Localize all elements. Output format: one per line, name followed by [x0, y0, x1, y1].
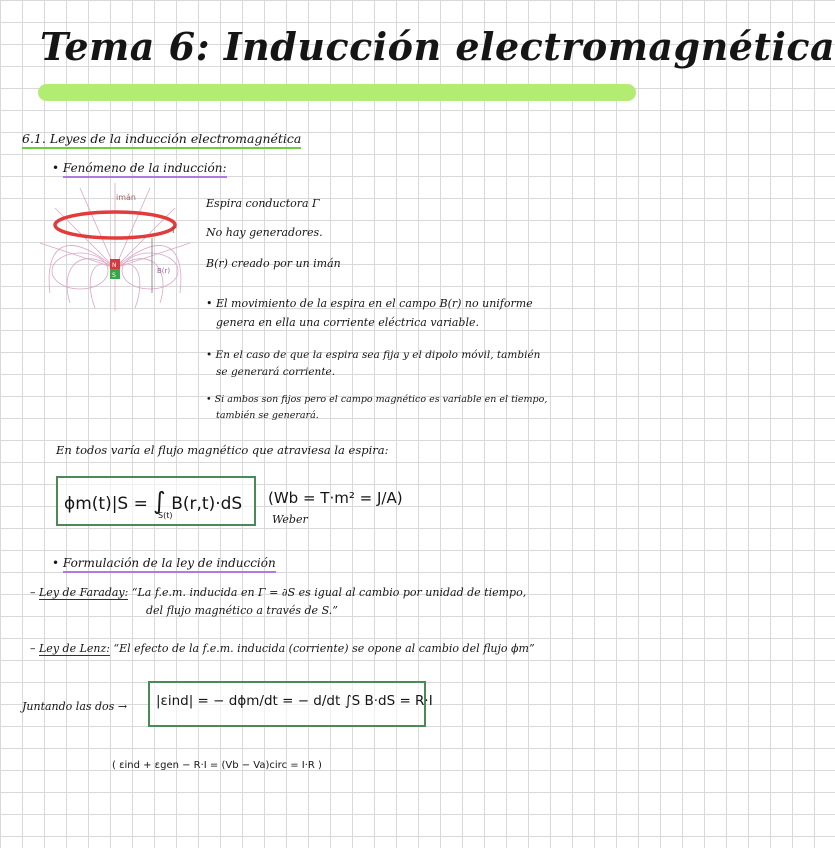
flux-eq: =: [133, 494, 148, 514]
label-s: S: [112, 272, 116, 279]
bullet-dot-2: •: [52, 556, 63, 570]
faraday-line1: “La f.e.m. inducida en Γ = ∂S es igual al cambio por unidad de tiempo,: [131, 586, 527, 599]
subsection-fenomeno-text: Fenómeno de la inducción:: [63, 161, 227, 178]
footnote-formula: ( εind + εgen − R·I = (Vb − Va)circ = I·R ): [112, 760, 322, 771]
flux-formula: [64, 487, 242, 515]
label-n: N: [112, 262, 117, 269]
note-no-generadores: No hay generadores.: [206, 226, 323, 239]
flux-integrand: B(r,t)·dS: [171, 494, 243, 514]
bullet-1-line2: genera en ella una corriente eléctrica variable.: [216, 316, 479, 329]
joint-label: Juntando las dos →: [22, 700, 128, 713]
field-lines: [40, 183, 190, 311]
flux-lhs: ϕm(t)|S: [64, 494, 129, 514]
weber-label: Weber: [272, 513, 308, 526]
bullet-2-line2: se generará corriente.: [216, 366, 336, 378]
bullet-1-line1: El movimiento de la espira en el campo B(r) no uniforme: [216, 297, 533, 310]
subsection-formulacion: [52, 556, 276, 570]
bullet-1: • El movimiento de la espira en el campo B(r) no uniforme genera en ella una corriente eléctrica variable.: [206, 297, 533, 329]
label-field: B(r): [157, 267, 171, 275]
flux-integral-sub: S(t): [158, 511, 173, 520]
label-iman: imán: [116, 193, 136, 202]
bullet-3: • Si ambos son fijos pero el campo magnético es variable en el tiempo, también se generará.: [206, 394, 548, 421]
label-gamma: Γ: [172, 226, 177, 235]
subsection-fenomeno: [52, 161, 227, 175]
lenz-label: Ley de Lenz:: [39, 642, 110, 655]
induction-diagram: [40, 183, 190, 311]
faraday-label: Ley de Faraday:: [39, 586, 129, 599]
faraday-line2: del flujo magnético a través de S.”: [146, 604, 338, 617]
joint-formula: |εind| = − dϕm/dt = − d/dt ∫S B·dS = R·I: [156, 693, 433, 709]
note-campo-iman: B(r) creado por un imán: [206, 257, 341, 270]
subsection-formulacion-text: Formulación de la ley de inducción: [63, 556, 276, 573]
section-heading-text: 6.1. Leyes de la inducción electromagnética: [22, 131, 301, 149]
flux-sentence: En todos varía el flujo magnético que atraviesa la espira:: [56, 443, 389, 457]
lenz-text: “El efecto de la f.e.m. inducida (corriente) se opone al cambio del flujo ϕm”: [113, 642, 535, 655]
bullet-3-line1: Si ambos son fijos pero el campo magnético es variable en el tiempo,: [214, 394, 548, 405]
bullet-3-line2: también se generará.: [216, 410, 319, 421]
lenz-law: – Ley de Lenz: “El efecto de la f.e.m. inducida (corriente) se opone al cambio del flujo ϕm”: [30, 642, 535, 655]
note-espira: Espira conductora Γ: [206, 197, 320, 210]
integral-sign: ∫: [153, 487, 166, 515]
section-heading: [22, 131, 301, 146]
title-highlight: [38, 84, 636, 101]
page-title: Tema 6: Inducción electromagnética: [40, 24, 835, 69]
flux-units: (Wb = T·m² = J/A): [268, 489, 403, 507]
bullet-dot: •: [52, 161, 63, 175]
bullet-2-line1: En el caso de que la espira sea fija y el dipolo móvil, también: [215, 349, 541, 361]
faraday-law: – Ley de Faraday: “La f.e.m. inducida en Γ = ∂S es igual al cambio por unidad de tiempo,: [30, 586, 527, 599]
bullet-2: • En el caso de que la espira sea fija y el dipolo móvil, también se generará corriente.: [206, 349, 541, 378]
